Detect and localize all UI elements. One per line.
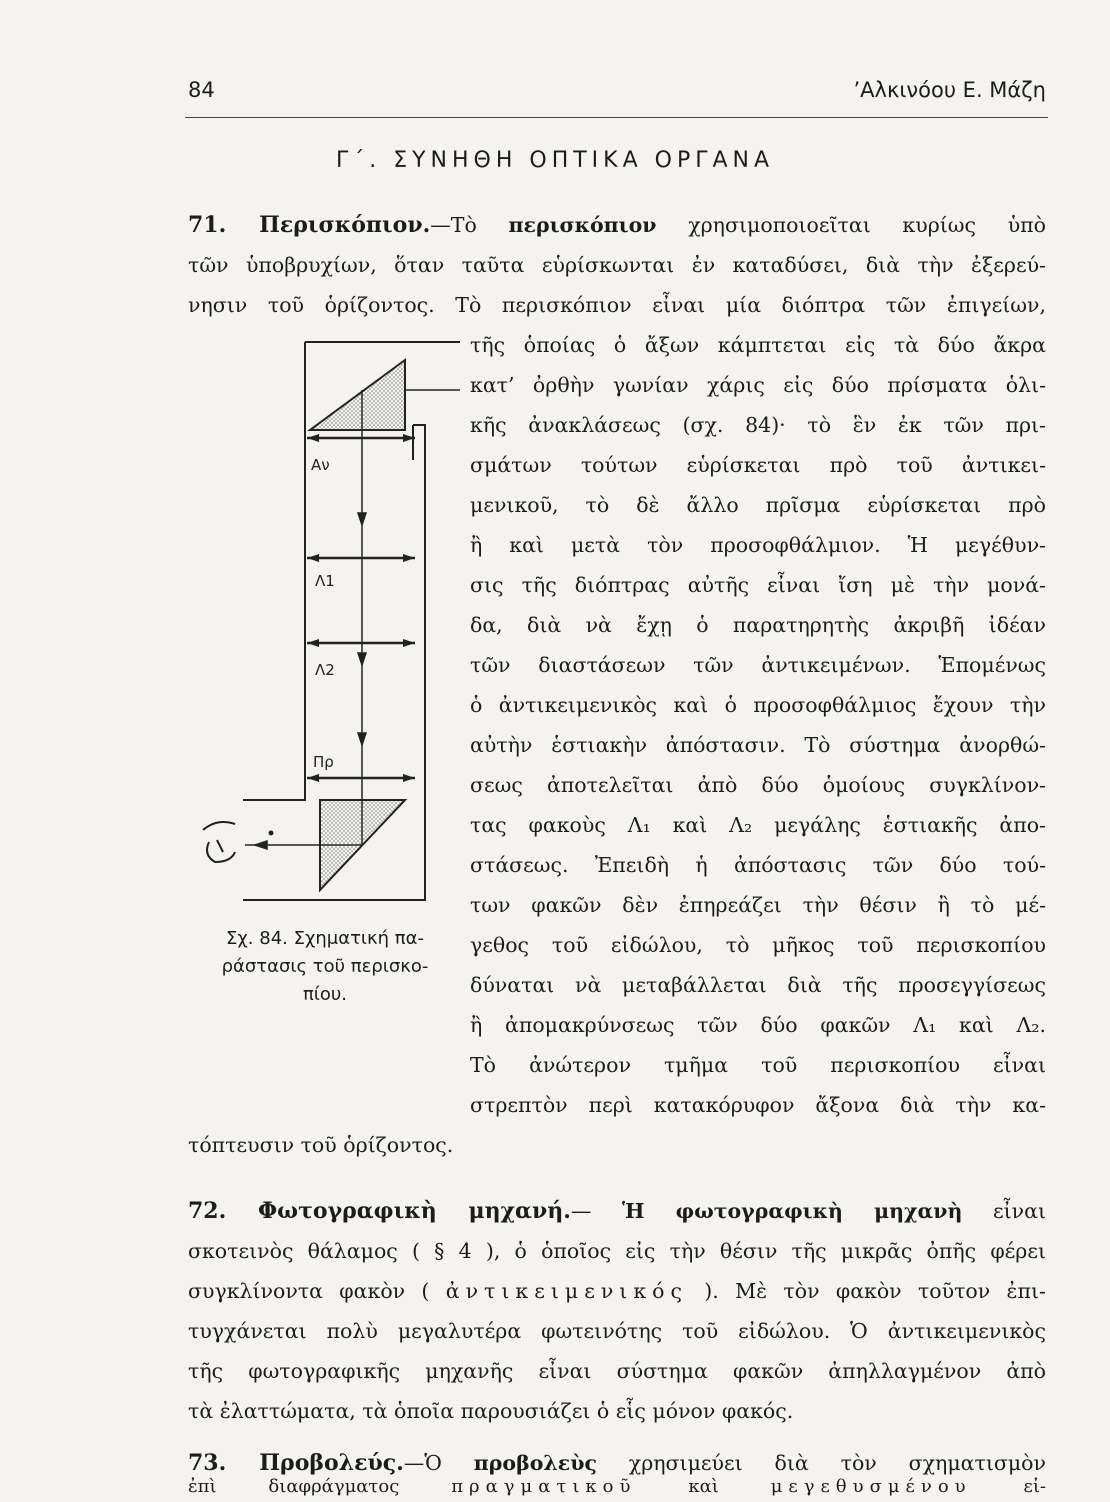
axis-arrow (255, 841, 267, 849)
paragraph-line: τῆς φωτογραφικῆς μηχανῆς εἶναι σύστημα φακῶν ἀπηλλαγμένον ἀπὸ (188, 1359, 1046, 1383)
paragraph-line: Τὸ ἀνώτερον τμῆμα τοῦ περισκοπίου εἶναι (470, 1053, 1046, 1077)
paragraph-line: νησιν τοῦ ὁρίζοντος. Τὸ περισκόπιον εἶναι μία διόπτρα τῶν ἐπιγείων, (188, 293, 1046, 317)
label-objective: Αν (311, 456, 330, 474)
page-number: 84 (188, 78, 215, 102)
article-73-heading: 73. Προβολεύς. (188, 1450, 404, 1476)
article-71-heading: 71. Περισκόπιον. (188, 212, 431, 238)
figure-caption: Σχ. 84. Σχηματική πα- ράστασις τοῦ περισκο- πίου. (221, 928, 429, 1005)
section-title: Γ΄. ΣΥΝΗΘΗ ΟΠΤΙΚΑ ΟΡΓΑΝΑ (335, 148, 775, 173)
axis-arrow (358, 733, 366, 745)
paragraph-line: συγκλίνοντα φακὸν ( ἀντικειμενικός ). Μὲ τὸν φακὸν τοῦτον ἐπι- (188, 1279, 1046, 1303)
term-photographic-camera: Ἡ φωτογραφικὴ μηχανὴ (622, 1199, 963, 1223)
paragraph-line: ἐπὶ διαφράγματος πραγματικοῦ καὶ μεγεθυσμένου εἰ- (188, 1476, 1046, 1497)
paragraph-line: σμάτων τούτων εὑρίσκεται πρὸ τοῦ ἀντικει- (470, 453, 1046, 477)
paragraph-line: τας φακοὺς Λ₁ καὶ Λ₂ μεγάλης ἑστιακῆς ἀπο- (470, 813, 1046, 837)
paragraph-line: γεθος τοῦ εἰδώλου, τὸ μῆκος τοῦ περισκοπίου (470, 933, 1046, 957)
article-73-line-1: 73. Προβολεύς.—Ὁ προβολεὺς χρησιμεύει διὰ τὸν σχηματισμὸν (188, 1450, 1046, 1476)
term-objective: ἀντικειμενικός (445, 1279, 688, 1303)
optical-axis (245, 390, 460, 849)
header-rule (185, 117, 1048, 118)
paragraph-line: δύναται νὰ μεταβάλλεται διὰ τῆς προσεγγίσεως (470, 973, 1046, 997)
paragraph-line: τόπτευσιν τοῦ ὁρίζοντος. (188, 1133, 454, 1157)
axis-arrow (358, 653, 366, 665)
paragraph-line: στάσεως. Ἐπειδὴ ἡ ἀπόστασις τῶν δύο τού- (470, 853, 1046, 877)
paragraph-line: κῆς ἀνακλάσεως (σχ. 84)· τὸ ἓν ἐκ τῶν πρι- (470, 413, 1046, 437)
lens-arrowheads (307, 434, 415, 782)
paragraph-line: ἢ καὶ μετὰ τὸν προσοφθάλμιον. Ἡ μεγέθυν- (470, 533, 1046, 557)
page-header (188, 78, 1046, 112)
running-head: ’Αλκινόου Ε. Μάζη (853, 78, 1046, 102)
article-72-heading: 72. Φωτογραφικὴ μηχανή. (188, 1198, 571, 1224)
axis-arrow (358, 513, 366, 525)
periscope-diagram (195, 330, 465, 910)
upper-prism (310, 360, 405, 430)
article-72-line-1: 72. Φωτογραφικὴ μηχανή.— Ἡ φωτογραφικὴ μηχανὴ εἶναι (188, 1198, 1047, 1224)
paragraph-line: ὁ ἀντικειμενικὸς καὶ ὁ προσοφθάλμιος ἔχουν τὴν (470, 693, 1046, 717)
tube-left-lower (243, 460, 305, 800)
paragraph-line: τὰ ἐλαττώματα, τὰ ὁποῖα παρουσιάζει ὁ εἷς μόνον φακός. (188, 1399, 794, 1423)
article-71-line-1: 71. Περισκόπιον.—Τὸ περισκόπιον χρησιμοποιοεῖται κυρίως ὑπὸ (188, 212, 1046, 238)
term-projector: προβολεὺς (473, 1451, 597, 1475)
paragraph-line: μενικοῦ, τὸ δὲ ἄλλο πρῖσμα εὑρίσκεται πρὸ (470, 493, 1046, 517)
label-prism: Πρ (313, 753, 334, 771)
paragraph-line: ἢ ἀπομακρύνσεως τῶν δύο φακῶν Λ₁ καὶ Λ₂. (470, 1013, 1046, 1037)
paragraph-line: τῶν διαστάσεων τῶν ἀντικειμένων. Ἑπομένως (470, 653, 1046, 677)
paragraph-line: τῆς ὁποίας ὁ ἄξων κάμπτεται εἰς τὰ δύο ἄκρα (470, 333, 1046, 357)
paragraph-line: σις τῆς διόπτρας αὐτῆς εἶναι ἴση μὲ τὴν μονά- (470, 573, 1046, 597)
paragraph-line: σκοτεινὸς θάλαμος ( § 4 ), ὁ ὁποῖος εἰς τὴν θέσιν τῆς μικρᾶς ὀπῆς φέρει (188, 1239, 1046, 1263)
paragraph-line: τῶν ὑποβρυχίων, ὅταν ταῦτα εὑρίσκωνται ἐν καταδύσει, διὰ τὴν ἐξερεύ- (188, 253, 1046, 277)
paragraph-line: σεως ἀποτελεῖται ἀπὸ δύο ὁμοίους συγκλίνον- (470, 773, 1046, 797)
paragraph-line: δα, διὰ νὰ ἔχῃ ὁ παρατηρητὴς ἀκριβῆ ἰδέαν (470, 613, 1046, 637)
paragraph-line: αὐτὴν ἑστιακὴν ἀπόστασιν. Τὸ σύστημα ἀνορθώ- (470, 733, 1046, 757)
term-periskopion: περισκόπιον (508, 213, 657, 237)
lenses (307, 438, 415, 778)
label-lens-2: Λ2 (315, 661, 335, 679)
paragraph-line: κατ’ ὀρθὴν γωνίαν χάρις εἰς δύο πρίσματα ὁλι- (470, 373, 1046, 397)
paragraph-line: στρεπτὸν περὶ κατακόρυφον ἄξονα διὰ τὴν κα- (470, 1093, 1046, 1117)
paragraph-line: τυγχάνεται πολὺ μεγαλυτέρα φωτεινότης τοῦ εἰδώλου. Ὁ ἀντικειμενικὸς (188, 1319, 1046, 1343)
paragraph-line: των φακῶν δὲν ἐπηρεάζει τὴν θέσιν ἢ τὸ μέ- (470, 893, 1046, 917)
label-lens-1: Λ1 (315, 572, 335, 590)
